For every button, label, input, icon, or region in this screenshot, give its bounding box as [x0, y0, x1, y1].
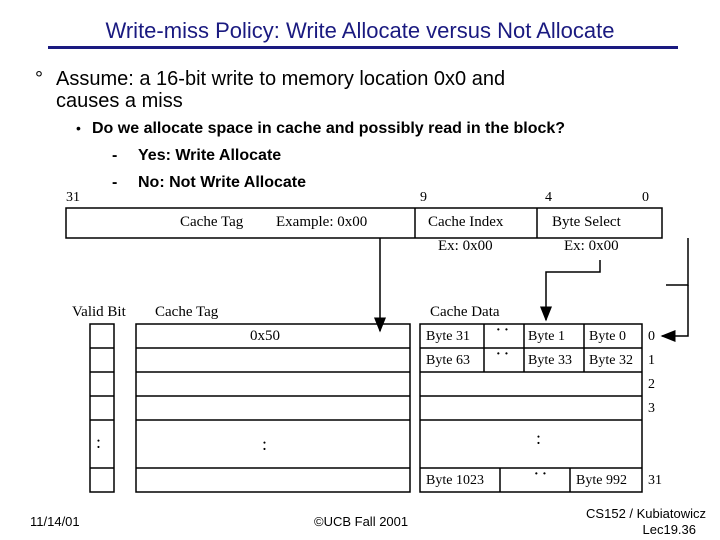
tag-ellipsis: :: [262, 434, 268, 454]
data-row-1-dots: · ·: [496, 347, 509, 362]
data-last-byte-992: Byte 992: [576, 473, 627, 488]
bit-0-label: 0: [642, 190, 649, 205]
row-index-31: 31: [648, 473, 662, 488]
data-row-1-byte-33: Byte 33: [528, 353, 572, 368]
cache-index-label: Cache Index: [428, 214, 504, 230]
row-index-0: 0: [648, 329, 655, 344]
data-ellipsis: :: [536, 428, 542, 448]
footer-date: 11/14/01: [30, 514, 80, 529]
cache-data-header: Cache Data: [430, 304, 500, 320]
bit-9-label: 9: [420, 190, 427, 205]
data-row-0-byte-1: Byte 1: [528, 329, 565, 344]
cache-tag-header: Cache Tag: [155, 304, 219, 320]
byte-select-arrow: [546, 260, 600, 320]
data-row-0-byte-0: Byte 0: [589, 329, 626, 344]
slide-title: Write-miss Policy: Write Allocate versus Not Allocate: [105, 18, 615, 43]
option-dash: -: [112, 174, 118, 191]
footer-lecture: Lec19.36: [642, 522, 696, 537]
row-index-2: 2: [648, 377, 655, 392]
byte-select-example: Ex: 0x00: [564, 238, 619, 254]
footer-course: CS152 / Kubiatowicz: [586, 506, 706, 521]
data-last-byte-1023: Byte 1023: [426, 473, 484, 488]
valid-ellipsis: :: [96, 432, 102, 452]
footer-copyright: ©UCB Fall 2001: [314, 514, 409, 529]
data-row-0-byte-31: Byte 31: [426, 329, 470, 344]
row-index-3: 3: [648, 401, 655, 416]
tag-column: [136, 324, 410, 492]
option-dash: -: [112, 147, 118, 164]
data-row-0-dots: · ·: [496, 323, 509, 338]
bit-4-label: 4: [545, 190, 552, 205]
option-not-write-allocate: No: Not Write Allocate: [138, 174, 307, 191]
valid-bit-header: Valid Bit: [72, 304, 126, 320]
bullet-line-2: causes a miss: [56, 90, 183, 112]
cache-index-example: Ex: 0x00: [438, 238, 493, 254]
data-row-1-byte-32: Byte 32: [589, 353, 633, 368]
address-tag-example: Example: 0x00: [276, 214, 368, 230]
sub-bullet-text: Do we allocate space in cache and possibly read in the block?: [92, 120, 566, 137]
byte-select-label: Byte Select: [552, 214, 621, 230]
bit-31-label: 31: [66, 190, 80, 205]
index-arrow: [662, 238, 688, 336]
address-tag-label: Cache Tag: [180, 214, 244, 230]
data-last-dots: · ·: [534, 467, 547, 482]
tag-row-0-value: 0x50: [250, 328, 280, 344]
option-write-allocate: Yes: Write Allocate: [138, 147, 282, 164]
sub-bullet-marker: •: [76, 120, 81, 136]
row-index-1: 1: [648, 353, 655, 368]
data-column: [420, 324, 642, 492]
bullet-line-1: Assume: a 16-bit write to memory location 0x0 and: [56, 68, 506, 90]
data-row-1-byte-63: Byte 63: [426, 353, 470, 368]
bullet-marker: °: [35, 68, 43, 90]
valid-bit-column: [90, 324, 114, 492]
